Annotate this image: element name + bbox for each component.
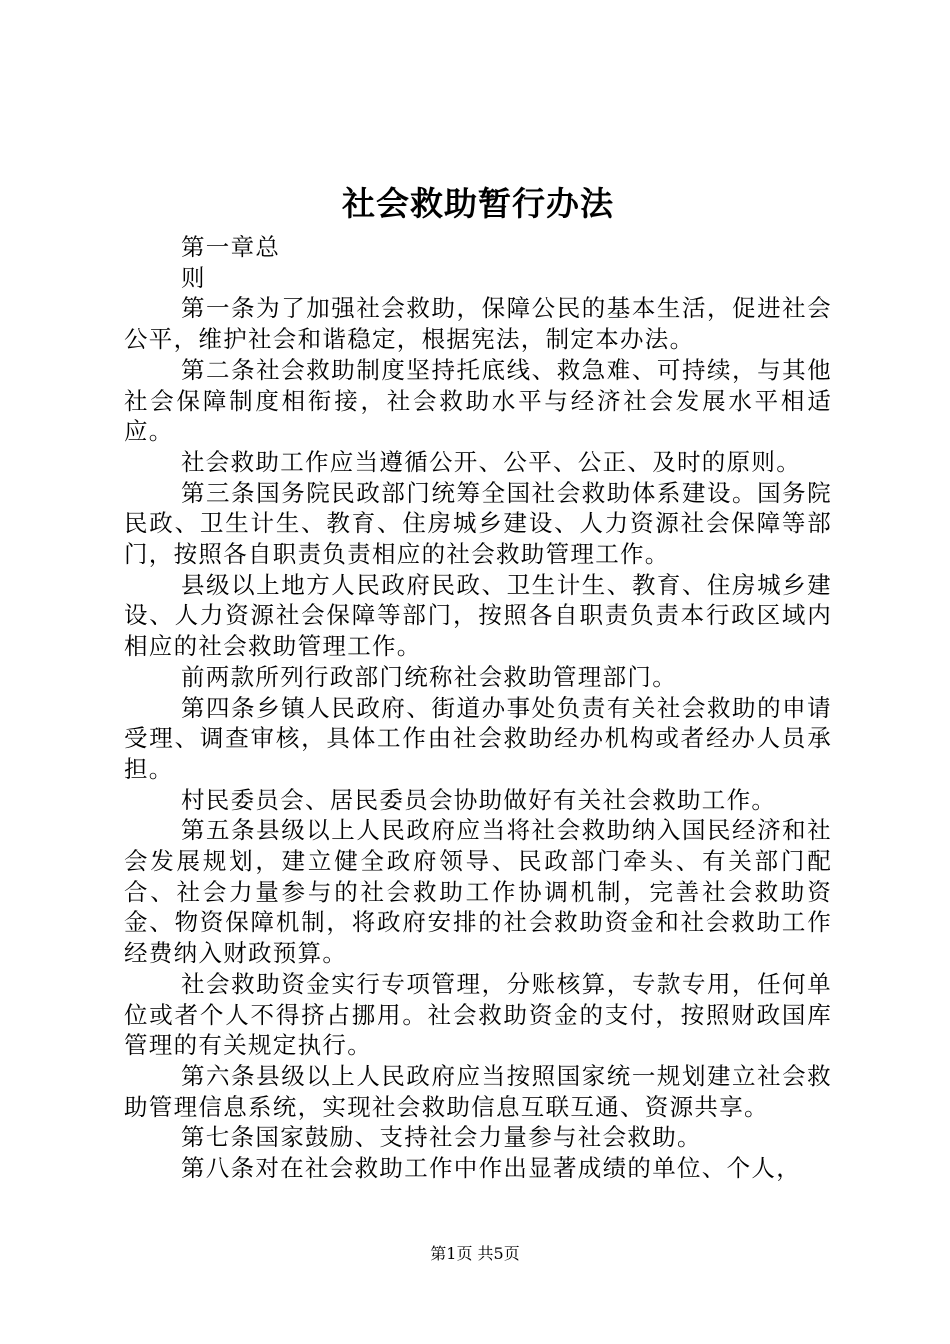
- paragraph-article-3: 第三条国务院民政部门统筹全国社会救助体系建设。国务院民政、卫生计生、教育、住房城乡建设、人力资源社会保障等部门，按照各自职责负责相应的社会救助管理工作。: [124, 478, 832, 569]
- paragraph-article-3-definition: 前两款所列行政部门统称社会救助管理部门。: [181, 662, 677, 691]
- paragraph-article-2-principles: 社会救助工作应当遵循公开、公平、公正、及时的原则。: [181, 447, 801, 476]
- paragraph-article-8: 第八条对在社会救助工作中作出显著成绩的单位、个人，: [181, 1154, 801, 1183]
- chapter-heading: 第一章总: [181, 233, 281, 261]
- paragraph-article-5-funds: 社会救助资金实行专项管理，分账核算，专款专用，任何单位或者个人不得挤占挪用。社会救助资金的支付，按照财政国库管理的有关规定执行。: [124, 969, 832, 1060]
- paragraph-article-6: 第六条县级以上人民政府应当按照国家统一规划建立社会救助管理信息系统，实现社会救助信息互联互通、资源共享。: [124, 1061, 832, 1121]
- page-indicator: 第1页 共5页: [430, 1244, 520, 1263]
- paragraph-article-7: 第七条国家鼓励、支持社会力量参与社会救助。: [181, 1123, 702, 1152]
- chapter-heading-continued: 则: [181, 263, 206, 292]
- page-footer: [0, 1244, 950, 1264]
- paragraph-article-4-committees: 村民委员会、居民委员会协助做好有关社会救助工作。: [181, 785, 777, 814]
- document-page: [124, 176, 832, 1184]
- paragraph-article-1: 第一条为了加强社会救助，保障公民的基本生活，促进社会公平，维护社会和谐稳定，根据宪法，制定本办法。: [124, 294, 832, 354]
- paragraph-article-3-local: 县级以上地方人民政府民政、卫生计生、教育、住房城乡建设、人力资源社会保障等部门，按照各自职责负责本行政区域内相应的社会救助管理工作。: [124, 570, 832, 661]
- paragraph-article-4: 第四条乡镇人民政府、街道办事处负责有关社会救助的申请受理、调查审核，具体工作由社会救助经办机构或者经办人员承担。: [124, 693, 832, 783]
- paragraph-article-2: 第二条社会救助制度坚持托底线、救急难、可持续，与其他社会保障制度相衔接，社会救助水平与经济社会发展水平相适应。: [124, 355, 832, 446]
- paragraph-article-5: 第五条县级以上人民政府应当将社会救助纳入国民经济和社会发展规划，建立健全政府领导、民政部门牵头、有关部门配合、社会力量参与的社会救助工作协调机制，完善社会救助资金、物资保障机制，将政府安排的社会救助资金和社会救助工作经费纳入财政预算。: [124, 816, 832, 968]
- document-title: 社会救助暂行办法: [342, 184, 614, 223]
- document-body: [124, 232, 832, 1184]
